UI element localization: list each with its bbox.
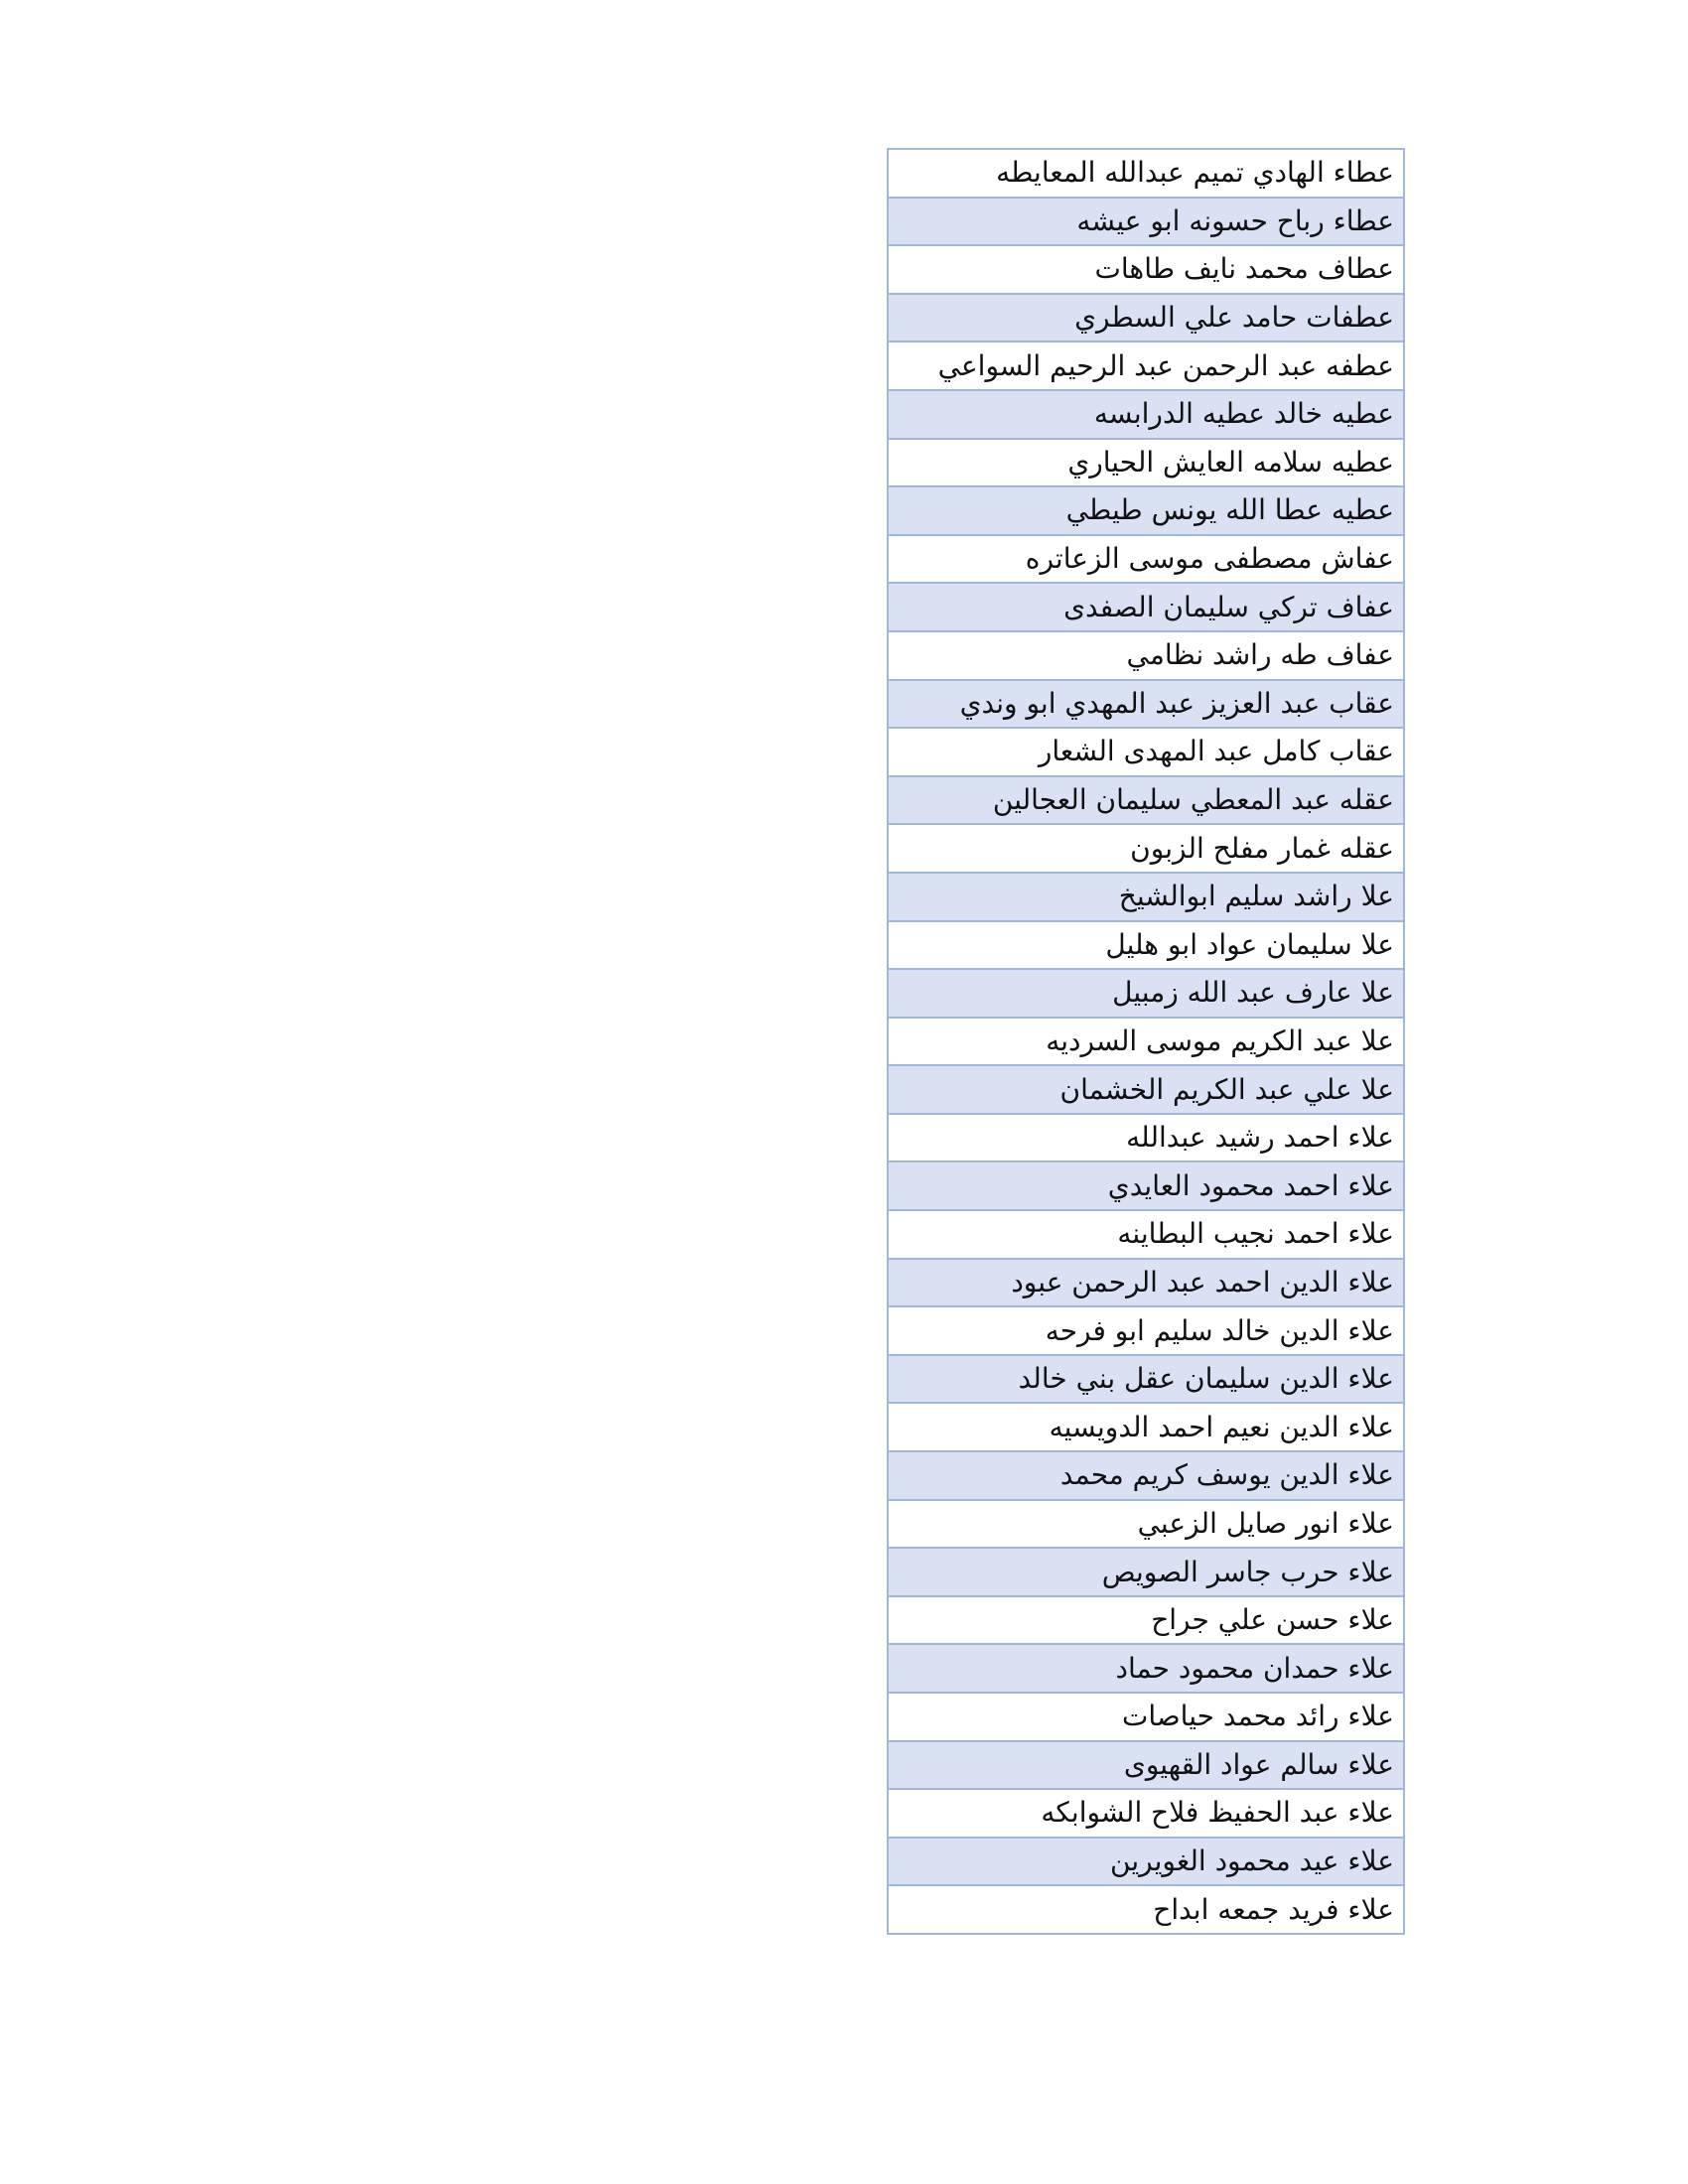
- name-cell: علاء الدين يوسف كريم محمد: [888, 1451, 1404, 1500]
- table-row: [888, 1789, 1404, 1838]
- table-row: [888, 728, 1404, 776]
- name-cell: عفاف تركي سليمان الصفدى: [888, 583, 1404, 631]
- name-cell: علا سليمان عواد ابو هليل: [888, 921, 1404, 970]
- names-table-body: [888, 149, 1404, 1934]
- table-row: [888, 245, 1404, 294]
- name-cell: علاء الدين سليمان عقل بني خالد: [888, 1355, 1404, 1404]
- table-row: [888, 198, 1404, 246]
- table-row: [888, 776, 1404, 825]
- table-row: [888, 1403, 1404, 1451]
- table-row: [888, 583, 1404, 631]
- table-row: [888, 873, 1404, 921]
- name-cell: علا عبد الكريم موسى السرديه: [888, 1018, 1404, 1066]
- table-row: [888, 341, 1404, 390]
- table-row: [888, 149, 1404, 198]
- name-cell: عطيه عطا الله يونس طيطي: [888, 486, 1404, 535]
- name-cell: علاء رائد محمد حياصات: [888, 1693, 1404, 1741]
- name-cell: عقاب كامل عبد المهدى الشعار: [888, 728, 1404, 776]
- table-row: [888, 1500, 1404, 1549]
- table-row: [888, 1451, 1404, 1500]
- table-row: [888, 631, 1404, 680]
- name-cell: علاء احمد محمود العايدي: [888, 1161, 1404, 1210]
- table-row: [888, 1596, 1404, 1645]
- table-row: [888, 969, 1404, 1018]
- name-cell: عطيه سلامه العايش الحياري: [888, 439, 1404, 487]
- name-cell: عفاف طه راشد نظامي: [888, 631, 1404, 680]
- table-row: [888, 1018, 1404, 1066]
- table-row: [888, 1259, 1404, 1307]
- name-cell: علاء عيد محمود الغويرين: [888, 1838, 1404, 1886]
- table-row: [888, 1161, 1404, 1210]
- name-cell: علاء حسن علي جراح: [888, 1596, 1404, 1645]
- table-row: [888, 390, 1404, 439]
- table-row: [888, 1693, 1404, 1741]
- name-cell: علاء الدين نعيم احمد الدويسيه: [888, 1403, 1404, 1451]
- table-row: [888, 1210, 1404, 1259]
- name-cell: علاء الدين احمد عبد الرحمن عبود: [888, 1259, 1404, 1307]
- name-cell: علاء عبد الحفيظ فلاح الشوابكه: [888, 1789, 1404, 1838]
- table-row: [888, 824, 1404, 873]
- name-cell: عقله عبد المعطي سليمان العجالين: [888, 776, 1404, 825]
- name-cell: عطاف محمد نايف طاهات: [888, 245, 1404, 294]
- name-cell: علاء سالم عواد القهيوى: [888, 1741, 1404, 1790]
- name-cell: عطيه خالد عطيه الدرابسه: [888, 390, 1404, 439]
- name-cell: علاء انور صايل الزعبي: [888, 1500, 1404, 1549]
- name-cell: علاء حمدان محمود حماد: [888, 1644, 1404, 1693]
- table-row: [888, 1644, 1404, 1693]
- name-cell: علاء الدين خالد سليم ابو فرحه: [888, 1306, 1404, 1355]
- name-cell: علاء احمد نجيب البطاينه: [888, 1210, 1404, 1259]
- names-table: [887, 148, 1405, 1935]
- table-row: [888, 294, 1404, 342]
- table-row: [888, 1114, 1404, 1162]
- table-row: [888, 921, 1404, 970]
- name-cell: علاء حرب جاسر الصويص: [888, 1548, 1404, 1596]
- name-cell: علا عارف عبد الله زمبيل: [888, 969, 1404, 1018]
- name-cell: عطفات حامد علي السطري: [888, 294, 1404, 342]
- name-cell: عقله غمار مفلح الزبون: [888, 824, 1404, 873]
- table-row: [888, 1885, 1404, 1934]
- table-row: [888, 1355, 1404, 1404]
- table-row: [888, 1065, 1404, 1114]
- table-row: [888, 1306, 1404, 1355]
- table-row: [888, 439, 1404, 487]
- table-row: [888, 1838, 1404, 1886]
- name-cell: علا راشد سليم ابوالشيخ: [888, 873, 1404, 921]
- name-cell: عطاء رباح حسونه ابو عيشه: [888, 198, 1404, 246]
- name-cell: عطاء الهادي تميم عبدالله المعايطه: [888, 149, 1404, 198]
- name-cell: عقاب عبد العزيز عبد المهدي ابو وندي: [888, 680, 1404, 729]
- table-row: [888, 486, 1404, 535]
- table-row: [888, 1548, 1404, 1596]
- name-cell: عفاش مصطفى موسى الزعاتره: [888, 535, 1404, 584]
- name-cell: عطفه عبد الرحمن عبد الرحيم السواعي: [888, 341, 1404, 390]
- table-row: [888, 535, 1404, 584]
- table-row: [888, 1741, 1404, 1790]
- name-cell: علا علي عبد الكريم الخشمان: [888, 1065, 1404, 1114]
- table-row: [888, 680, 1404, 729]
- name-cell: علاء فريد جمعه ابداح: [888, 1885, 1404, 1934]
- name-cell: علاء احمد رشيد عبدالله: [888, 1114, 1404, 1162]
